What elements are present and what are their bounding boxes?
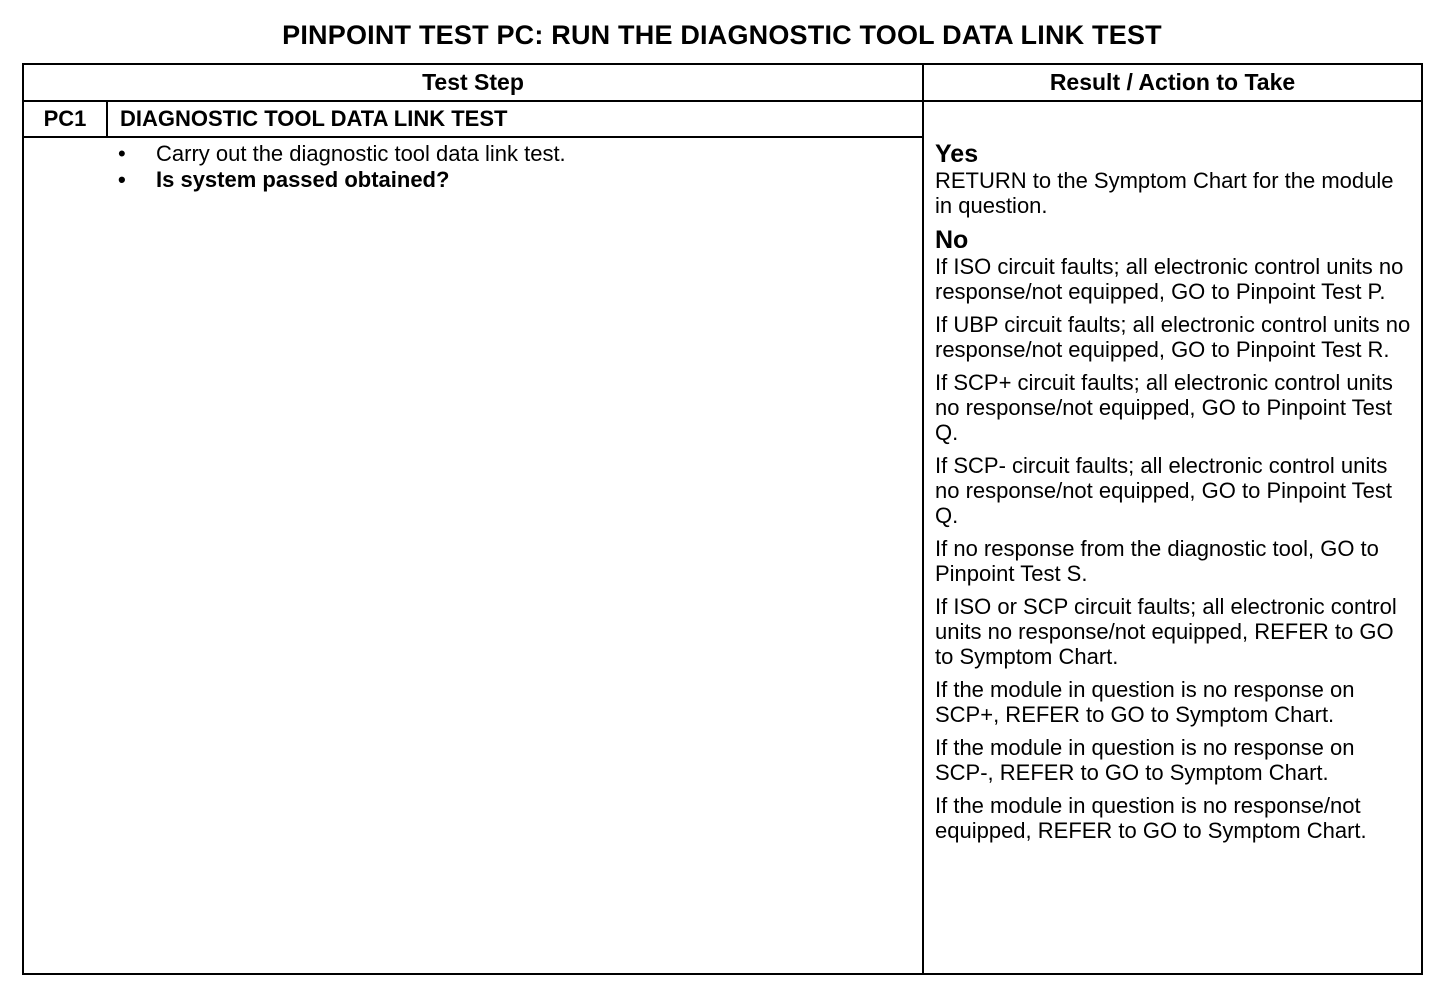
page-title: PINPOINT TEST PC: RUN THE DIAGNOSTIC TOOL DATA LINK TEST <box>282 20 1162 50</box>
header-result-action: Result / Action to Take <box>1049 69 1296 95</box>
header-test-step: Test Step <box>422 69 524 95</box>
bullet-icon: • <box>118 167 126 192</box>
no-action-item: If the module in question is no response on SCP+, REFER to GO to Symptom Chart. <box>935 677 1355 727</box>
no-action-item: If no response from the diagnostic tool, GO to Pinpoint Test S. <box>935 536 1379 586</box>
pinpoint-test-table <box>22 63 1423 975</box>
bullet-icon: • <box>118 141 126 166</box>
instruction-text: Is system passed obtained? <box>156 167 450 192</box>
no-heading: No <box>935 226 969 254</box>
no-action-item: If SCP+ circuit faults; all electronic control units no response/not equipped, GO to Pinpoint Test Q. <box>935 370 1393 445</box>
no-action-item: If the module in question is no response on SCP-, REFER to GO to Symptom Chart. <box>935 735 1355 785</box>
step-id-divider <box>106 101 108 137</box>
result-action-column <box>935 138 1415 851</box>
step-instructions <box>116 141 566 193</box>
instruction-text: Carry out the diagnostic tool data link test. <box>156 141 566 166</box>
step-title: DIAGNOSTIC TOOL DATA LINK TEST <box>120 106 508 131</box>
step-title-divider <box>24 136 923 138</box>
no-action-item: If ISO or SCP circuit faults; all electronic control units no response/not equipped, REFER to GO to Symptom Chart. <box>935 594 1397 669</box>
no-action-item: If UBP circuit faults; all electronic control units no response/not equipped, GO to Pinpoint Test R. <box>935 312 1411 362</box>
step-id: PC1 <box>43 106 87 131</box>
no-action-item: If the module in question is no response/not equipped, REFER to GO to Symptom Chart. <box>935 793 1367 843</box>
no-action-item: If SCP- circuit faults; all electronic control units no response/not equipped, GO to Pinpoint Test Q. <box>935 453 1393 528</box>
yes-action: RETURN to the Symptom Chart for the module in question. <box>935 168 1394 218</box>
instruction-item <box>116 141 566 167</box>
instruction-item <box>116 167 566 193</box>
yes-heading: Yes <box>935 140 979 168</box>
no-action-item: If ISO circuit faults; all electronic control units no response/not equipped, GO to Pinpoint Test P. <box>935 254 1404 304</box>
column-divider <box>922 65 924 973</box>
